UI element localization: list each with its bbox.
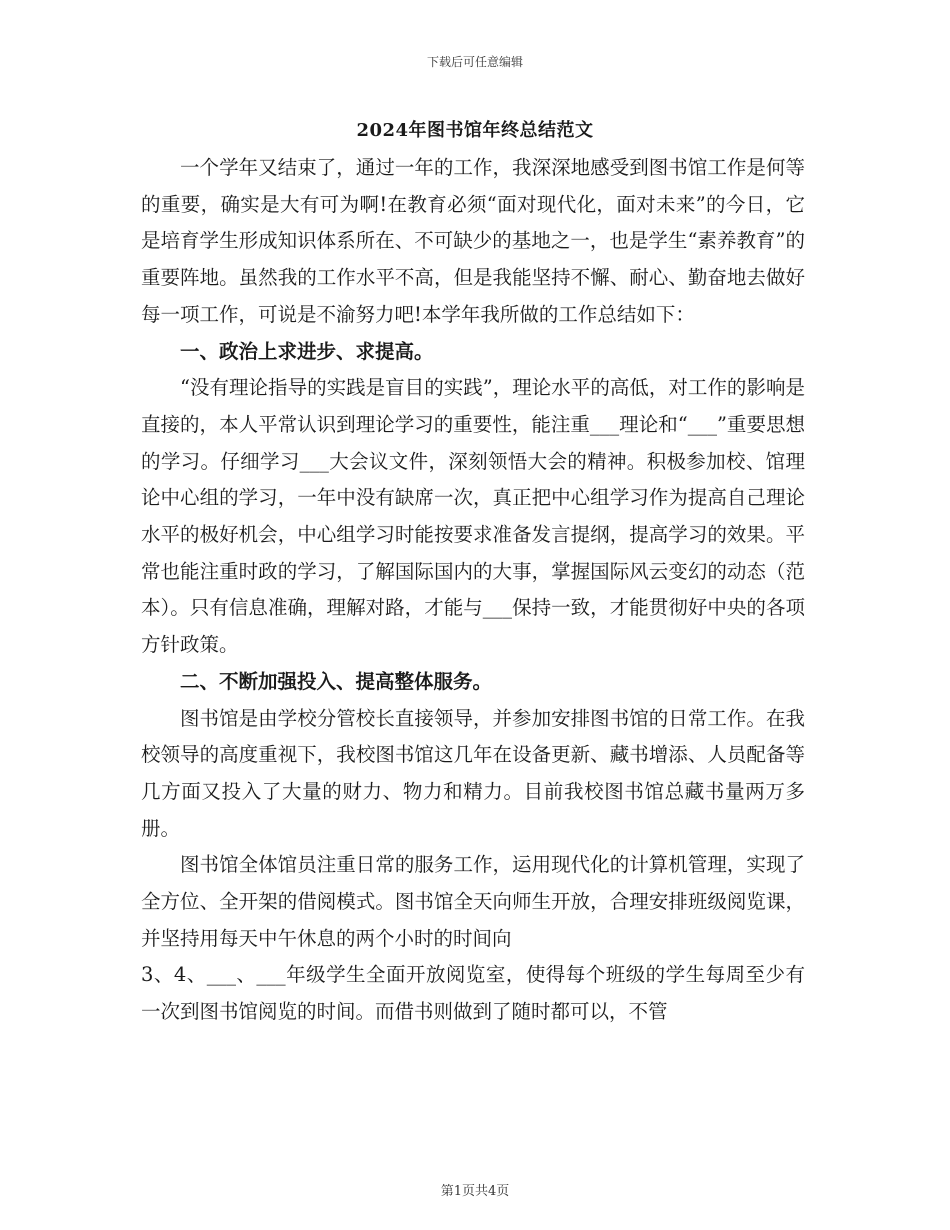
document-title: 2024年图书馆年终总结范文 (356, 120, 594, 141)
paragraph-intro: 一个学年又结束了，通过一年的工作，我深深地感受到图书馆工作是何等的重要，确实是大有可为啊!在教育必须“面对现代化，面对未来”的今日，它是培育学生形成知识体系所在、不可缺少的基地之一，也是学生“素养教育”的重要阵地。虽然我的工作水平不高，但是我能坚持不懈、耐心、勤奋地去做好每一项工作，可说是不渝努力吧!本学年我所做的工作总结如下： (141, 156, 805, 326)
page-number: 第1页共4页 (440, 1184, 510, 1199)
section-heading-2: 二、不断加强投入、提高整体服务。 (180, 669, 493, 693)
document-body (141, 150, 805, 1031)
paragraph-politics: “没有理论指导的实践是盲目的实践”，理论水平的高低，对工作的影响是直接的，本人平常认识到理论学习的重要性，能注重___理论和“___”重要思想的学习。仔细学习___大会议文件，深刻领悟大会的精神。积极参加校、馆理论中心组的学习，一年中没有缺席一次，真正把中心组学习作为提高自己理论水平的极好机会，中心组学习时能按要求准备发言提纲，提高学习的效果。平常也能注重时政的学习，了解国际国内的大事，掌握国际风云变幻的动态（范本）。只有信息准确，理解对路，才能与___保持一致，才能贯彻好中央的各项方针政策。 (141, 376, 805, 657)
paragraph-service: 图书馆全体馆员注重日常的服务工作，运用现代化的计算机管理，实现了全方位、全开架的借阅模式。图书馆全天向师生开放，合理安排班级阅览课，并坚持用每天中午休息的两个小时的时间向 (141, 853, 805, 950)
section-heading-1: 一、政治上求进步、求提高。 (180, 339, 434, 363)
header-note: 下载后可任意编辑 (426, 55, 523, 69)
paragraph-investment: 图书馆是由学校分管校长直接领导，并参加安排图书馆的日常工作。在我校领导的高度重视下，我校图书馆这几年在设备更新、藏书增添、人员配备等几方面又投入了大量的财力、物力和精力。目前我校图书馆总藏书量两万多册。 (141, 706, 805, 840)
paragraph-service-continued: 3、4、___、___年级学生全面开放阅览室，使得每个班级的学生每周至少有一次到图书馆阅览的时间。而借书则做到了随时都可以，不管 (141, 963, 805, 1024)
